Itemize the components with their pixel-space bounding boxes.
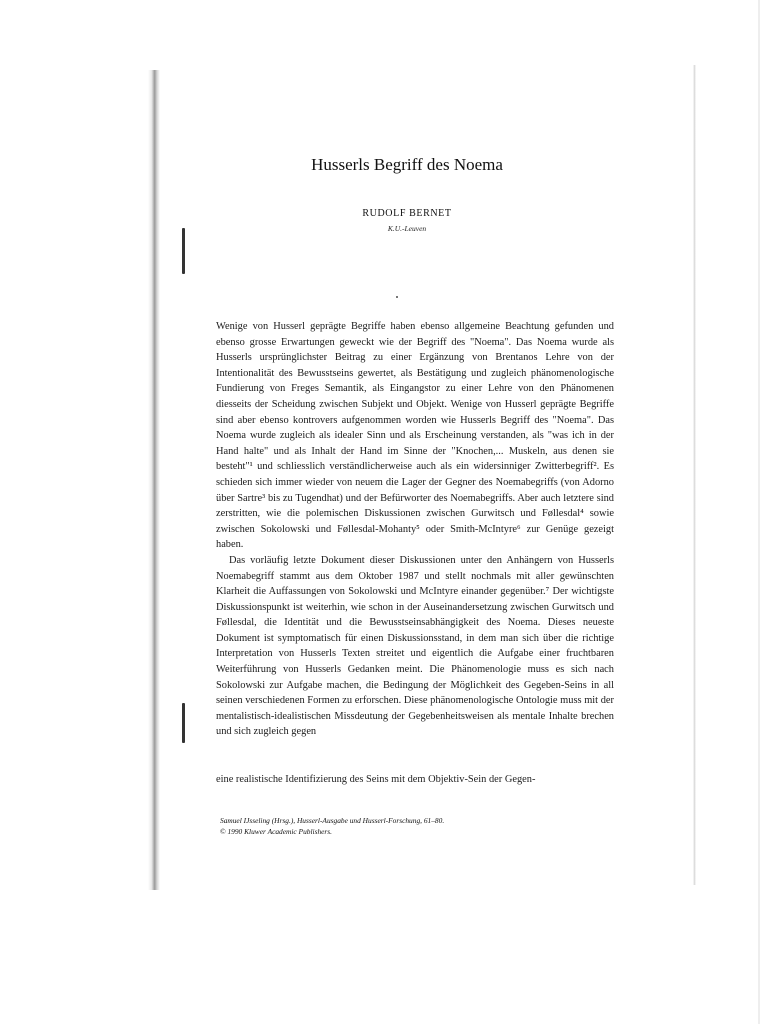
document-title: Husserls Begriff des Noema	[311, 155, 503, 174]
body-text	[216, 319, 614, 740]
paragraph-1: Wenige von Husserl geprägte Begriffe haben ebenso allgemeine Beachtung gefunden und ebenso grosse Erwartungen geweckt wie der Begriff des "Noema". Das Noema wurde als Husserls ursprünglichster Beitrag zu einer Ergänzung von Brentanos Lehre von der Intentionalität des Bewusstseins gewertet, als Bestätigung und zugleich phänomenologische Fundierung von Freges Semantik, als Eingangstor zu einer Lehre von den Phänomenen diesseits der Scheidung zwischen Subjekt und Objekt. Wenige von Husserl geprägte Begriffe sind aber ebenso kontrovers aufgenommen worden wie Husserls Begriff des "Noema". Das Noema wurde zugleich als idealer Sinn und als Erscheinung verstanden, als "was ich in der Hand halte" und als Inhalt der Hand im Sinne der "Knochen,... Muskeln, aus denen sie besteht"¹ und schliesslich verständlicherweise auch als ein widersinniger Zwitterbegriff². Es schieden sich immer wieder von neuem die Lager der Gegner des Noemabegriffs (von Adorno über Sartre³ bis zu Tugendhat) und der Befürworter des Noemabegriffs. Aber auch letztere sind zerstritten, wie die polemischen Diskussionen zwischen Gurwitsch und Føllesdal⁴ sowie zwischen Sokolowski und Føllesdal-Mohanty⁵ oder Smith-McIntyre⁶ zur Genüge gezeigt haben.	[216, 321, 614, 551]
author-affiliation: K.U.-Leuven	[387, 224, 427, 233]
binder-mark-bottom	[182, 703, 185, 743]
citation-footer	[220, 815, 600, 837]
scan-page-edge-right	[693, 65, 696, 885]
scan-page-edge-far	[758, 0, 760, 1024]
scan-page-edge-left	[148, 70, 160, 890]
binder-mark-top	[182, 228, 185, 274]
truncated-line-text: eine realistische Identifizierung des Seins mit dem Objektiv-Sein der Gegen-	[216, 774, 536, 785]
citation-source: Samuel IJsseling (Hrsg.), Husserl-Ausgabe und Husserl-Forschung, 61–80.	[220, 816, 445, 825]
paragraph-2: Das vorläufig letzte Dokument dieser Diskussionen unter den Anhängern von Husserls Noemabegriff stammt aus dem Oktober 1987 und stellt nochmals mit aller gewünschten Klarheit die Auffassungen von Sokolowski und McIntyre einander gegenüber.⁷ Der wichtigste Diskussionspunkt ist weiterhin, wie schon in der Auseinandersetzung zwischen Gurwitsch und Føllesdal, die Identität und die Bewusstseinsabhängigkeit des Noema. Dieses neueste Dokument ist symptomatisch für einen Diskussionsstand, in dem man sich über die richtige Interpretation von Husserls Texten streitet und eigentlich die Aufgabe einer fruchtbaren Weiterführung von Husserls Gedanken meint. Die Phänomenologie muss es sich nach Sokolowski zur Aufgabe machen, die Bedingung der Möglichkeit des Gegeben-Seins in all seinen verschiedenen Formen zu erforschen. Diese phänomenologische Ontologie muss mit der mentalistisch-idealistischen Missdeutung der Gegebenheitsweisen als mentale Inhalte brechen und sich zugleich gegen	[216, 554, 614, 738]
scan-speck	[396, 296, 398, 298]
copyright-notice: © 1990 Kluwer Academic Publishers.	[220, 827, 333, 836]
truncated-line	[216, 774, 614, 787]
author-name: RUDOLF BERNET	[362, 208, 452, 219]
